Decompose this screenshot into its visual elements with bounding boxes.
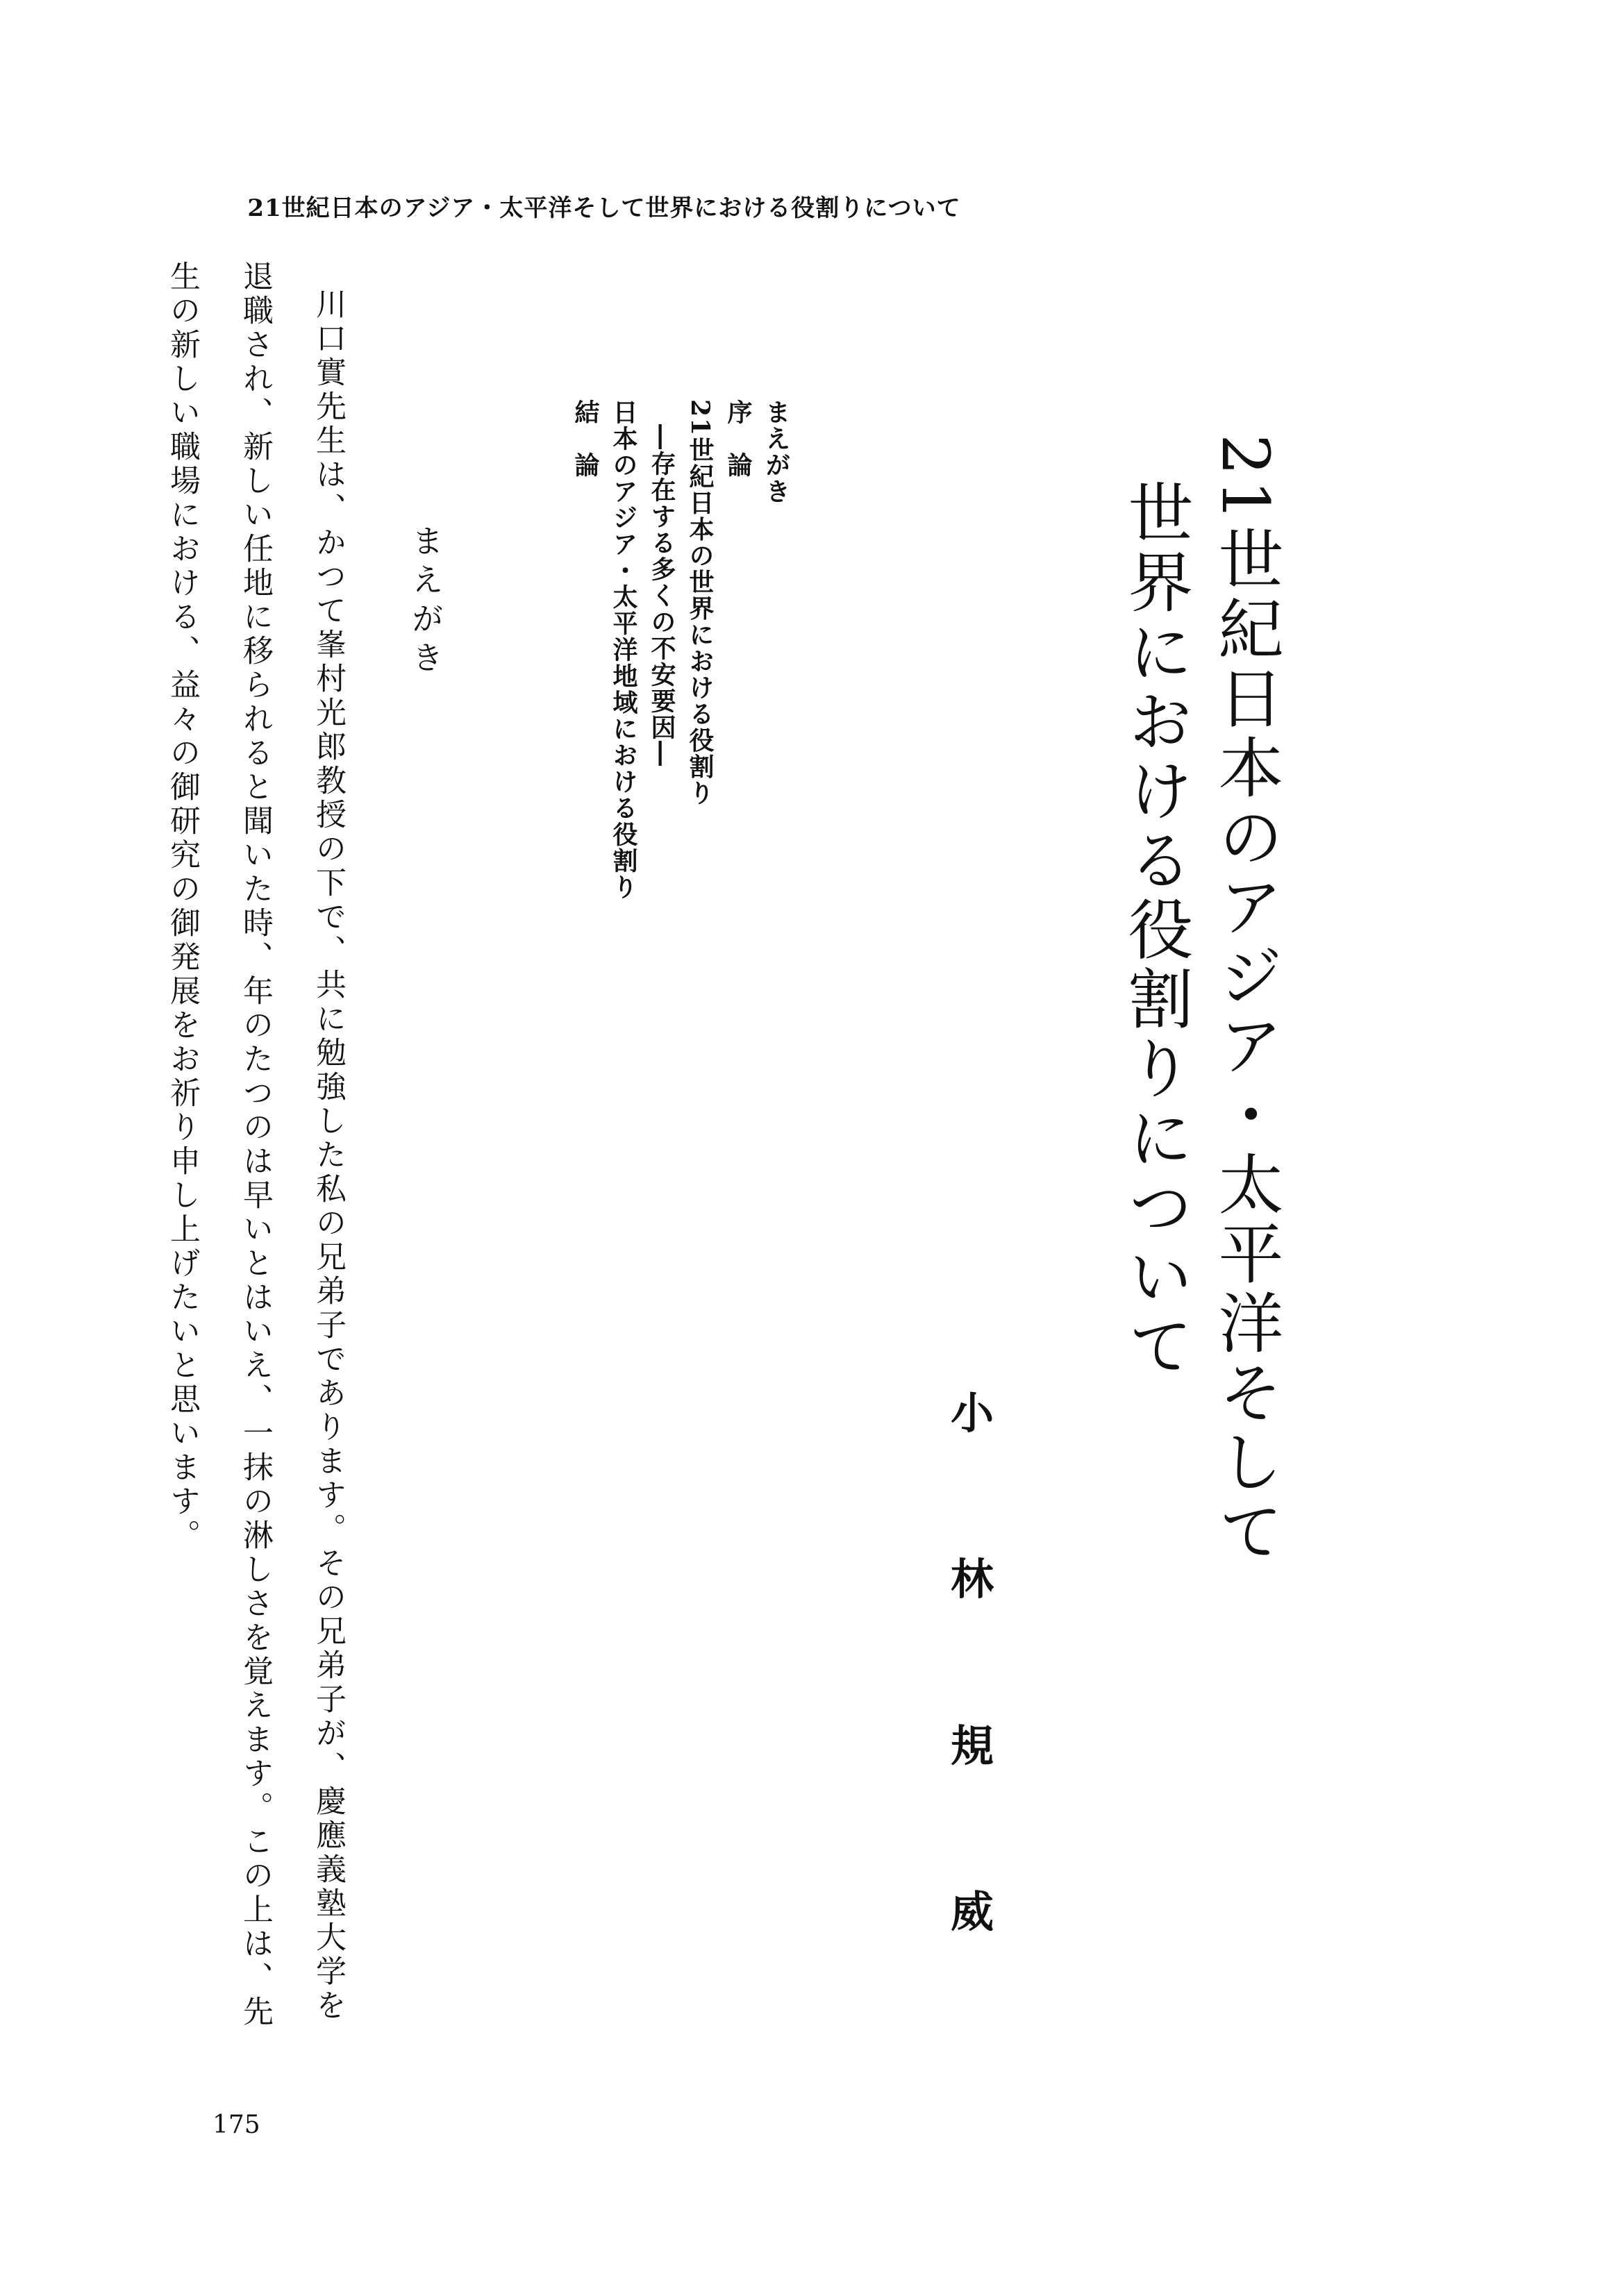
section-heading: まえがき (407, 524, 444, 680)
author-char: 規 (950, 1720, 994, 1771)
toc-item: 結 論 (571, 399, 600, 478)
running-header: 21世紀日本のアジア・太平洋そして世界における役割りについて (247, 194, 961, 222)
title-line-2: 世界における役割りについて (1117, 479, 1192, 1382)
author-char: 威 (950, 1886, 994, 1937)
body-text-line: 川口實先生は、かつて峯村光郎教授の下で、共に勉強した私の兄弟子であります。その兄弟子が、慶應義塾大学を (310, 288, 346, 2023)
author-name (934, 1388, 1010, 1937)
body-text-line: 退職され、新しい任地に移られると聞いた時、年のたつのは早いとはいえ、一抹の淋しさを覚えます。この上は、先 (237, 260, 273, 2029)
toc-item: まえがき (762, 399, 791, 505)
page-number: 175 (212, 2111, 260, 2139)
toc-item: 21世紀日本の世界における役割り (685, 399, 715, 807)
body-text-line: 生の新しい職場における、益々の御研究の御発展をお祈り申し上げたいと思います。 (165, 260, 200, 1553)
author-char: 小 (950, 1388, 994, 1439)
toc-item: ―存在する多くの不安要因― (647, 424, 676, 767)
toc-item: 日本のアジア・太平洋地域における役割り (609, 399, 638, 900)
author-char: 林 (950, 1554, 994, 1605)
toc-item: 序 論 (724, 399, 753, 478)
title-line-1: 21世紀日本のアジア・太平洋そして (1207, 434, 1283, 1567)
